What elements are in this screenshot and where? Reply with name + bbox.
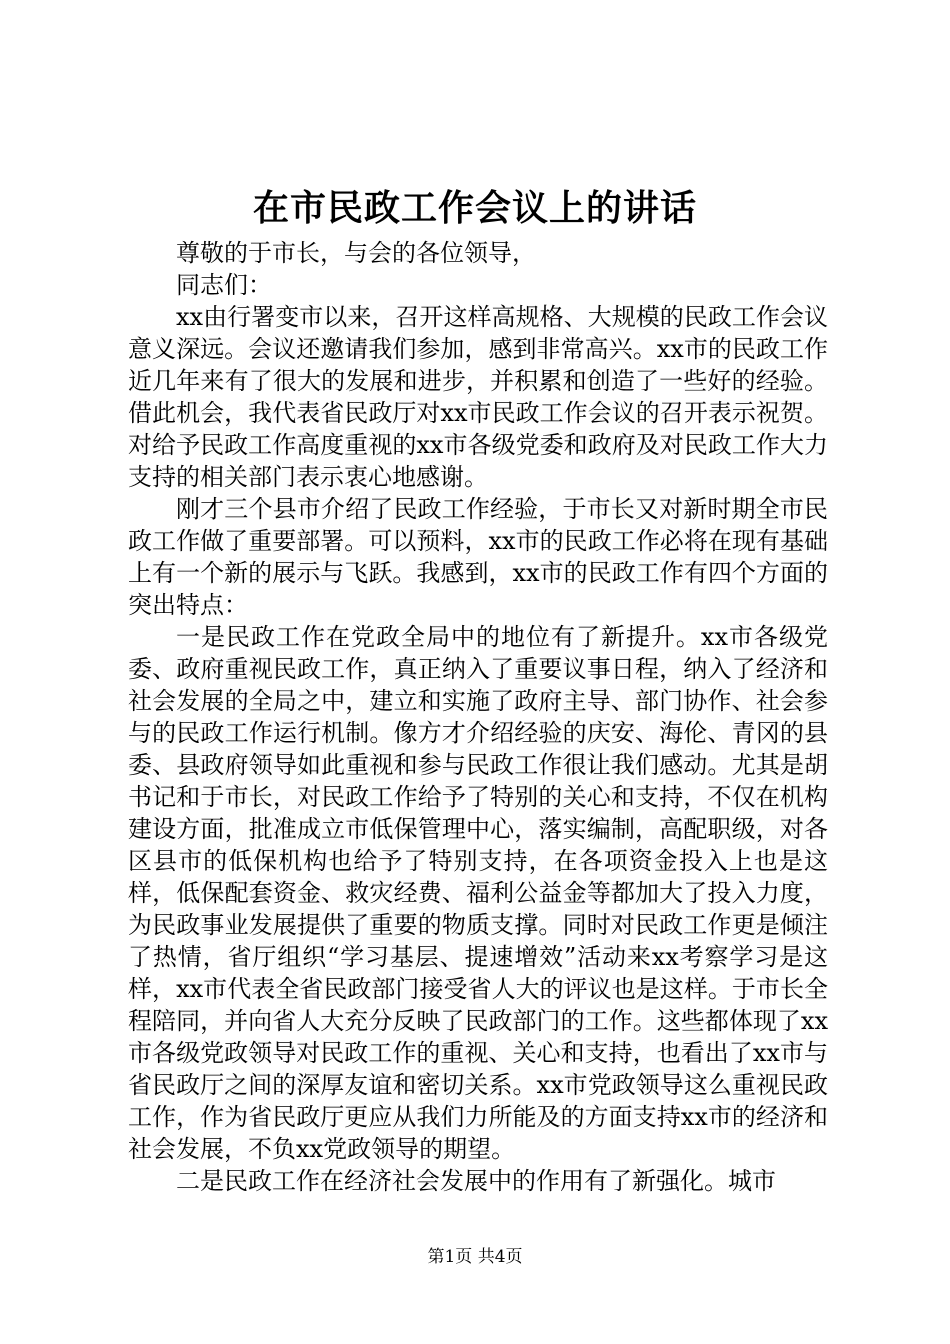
paragraph-3: 一是民政工作在党政全局中的地位有了新提升。xx市各级党委、政府重视民政工作，真正纳入了重要议事日程，纳入了经济和社会发展的全局之中，建立和实施了政府主导、部门协作、社会参与的民政工作运行机制。像方才介绍经验的庆安、海伦、青冈的县委、县政府领导如此重视和参与民政工作很让我们感动。尤其是胡书记和于市长，对民政工作给予了特别的关心和支持，不仅在机构建设方面，批准成立市低保管理中心，落实编制，高配职级，对各区县市的低保机构也给予了特别支持，在各项资金投入上也是这样，低保配套资金、救灾经费、福利公益金等都加大了投入力度，为民政事业发展提供了重要的物质支撑。同时对民政工作更是倾注了热情，省厅组织“学习基层、提速增效”活动来xx考察学习是这样，xx市代表全省民政部门接受省人大的评议也是这样。于市长全程陪同，并向省人大充分反映了民政部门的工作。这些都体现了xx市各级党政领导对民政工作的重视、关心和支持，也看出了xx市与省民政厅之间的深厚友谊和密切关系。xx市党政领导这么重视民政工作，作为省民政厅更应从我们力所能及的方面支持xx市的经济和社会发展，不负xx党政领导的期望。 <box>128 623 828 1163</box>
salutation-line-1: 尊敬的于市长，与会的各位领导， <box>176 239 536 267</box>
paragraph-1: xx由行署变市以来，召开这样高规格、大规模的民政工作会议意义深远。会议还邀请我们参加，感到非常高兴。xx市的民政工作近几年来有了很大的发展和进步，并积累和创造了一些好的经验。借此机会，我代表省民政厅对xx市民政工作会议的召开表示祝贺。对给予民政工作高度重视的xx市各级党委和政府及对民政工作大力支持的相关部门表示衷心地感谢。 <box>128 303 828 491</box>
page-footer: 第1页 共4页 <box>427 1247 523 1267</box>
salutation-line-2: 同志们： <box>176 271 272 299</box>
document-title: 在市民政工作会议上的讲话 <box>252 187 697 229</box>
document-body <box>128 237 828 1197</box>
paragraph-4: 二是民政工作在经济社会发展中的作用有了新强化。城市 <box>176 1167 776 1195</box>
paragraph-2: 刚才三个县市介绍了民政工作经验，于市长又对新时期全市民政工作做了重要部署。可以预料，xx市的民政工作必将在现有基础上有一个新的展示与飞跃。我感到，xx市的民政工作有四个方面的突出特点： <box>128 495 828 619</box>
